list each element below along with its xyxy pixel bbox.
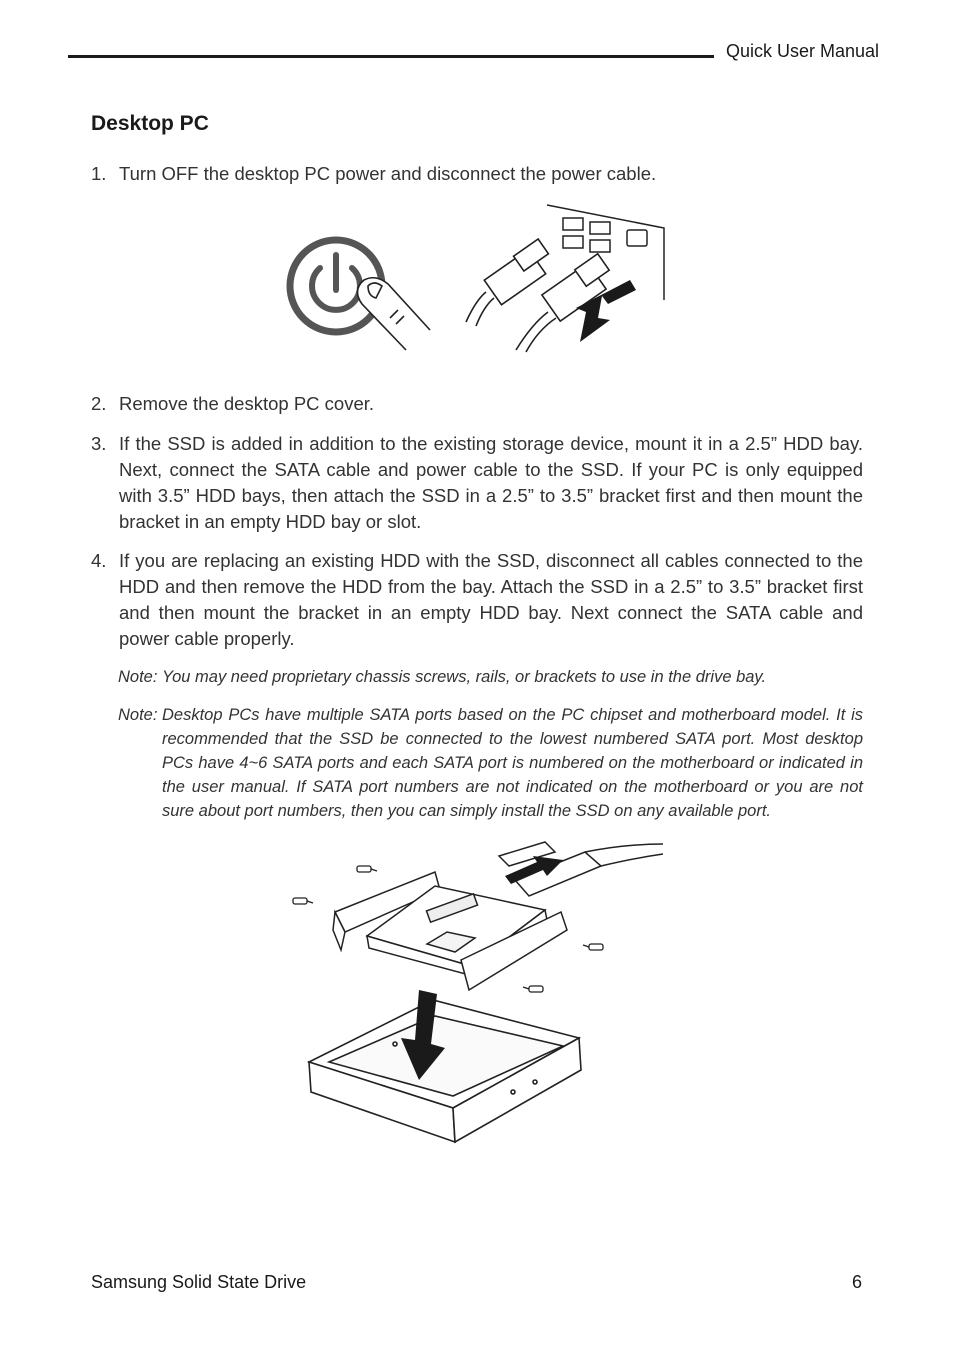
- page-number: 6: [852, 1272, 863, 1292]
- step-number: 1.: [91, 163, 107, 184]
- note-label: Note:: [118, 706, 158, 724]
- note-2: [118, 703, 863, 823]
- section-title: Desktop PC: [91, 112, 209, 135]
- power-off-illustration: [280, 200, 680, 355]
- step-text: Turn OFF the desktop PC power and disconnect the power cable.: [119, 163, 657, 184]
- step-text: Remove the desktop PC cover.: [119, 393, 375, 414]
- ssd-bracket-illustration: [285, 840, 670, 1150]
- note-text: Desktop PCs have multiple SATA ports based on the PC chipset and motherboard model. It is recommended that the SSD be connected to the lowest numbered SATA port. Most desktop PCs have 4~6 SATA ports and each SATA port is numbered on the motherboard or indicated in the user manual. If SATA port numbers are not indicated on the motherboard or you are not sure about port numbers, then you can simply install the SSD on any available port.: [162, 706, 863, 820]
- step-number: 2.: [91, 393, 107, 414]
- header-title: Quick User Manual: [726, 41, 880, 61]
- note-label: Note:: [118, 668, 158, 686]
- step-number: 3.: [91, 433, 107, 454]
- step-1: [91, 161, 863, 187]
- note-text: You may need proprietary chassis screws, rails, or brackets to use in the drive bay.: [162, 668, 767, 686]
- step-text: If you are replacing an existing HDD with the SSD, disconnect all cables connected to the HDD and then remove the HDD from the bay. Attach the SSD in a 2.5” to 3.5” bracket first and then mount the bracket in an empty HDD bay. Next connect the SATA cable and power cable properly.: [119, 550, 863, 649]
- usb-cable-icon: [466, 239, 548, 326]
- footer-product-name: Samsung Solid State Drive: [91, 1272, 307, 1292]
- step-text: If the SSD is added in addition to the existing storage device, mount it in a 2.5” HDD bay. Next, connect the SATA cable and power cable to the SSD. If your PC is only equipped with 3.5” HDD bays, then attach the SSD in a 2.5” to 3.5” bracket first and then mount the bracket in an empty HDD bay or slot.: [119, 433, 863, 532]
- step-number: 4.: [91, 550, 107, 571]
- note-1: [118, 665, 863, 689]
- step-3: [91, 431, 863, 535]
- drive-bay-icon: [309, 1000, 581, 1142]
- step-2: [91, 391, 863, 417]
- step-4: [91, 548, 863, 652]
- header-rule: [68, 55, 714, 58]
